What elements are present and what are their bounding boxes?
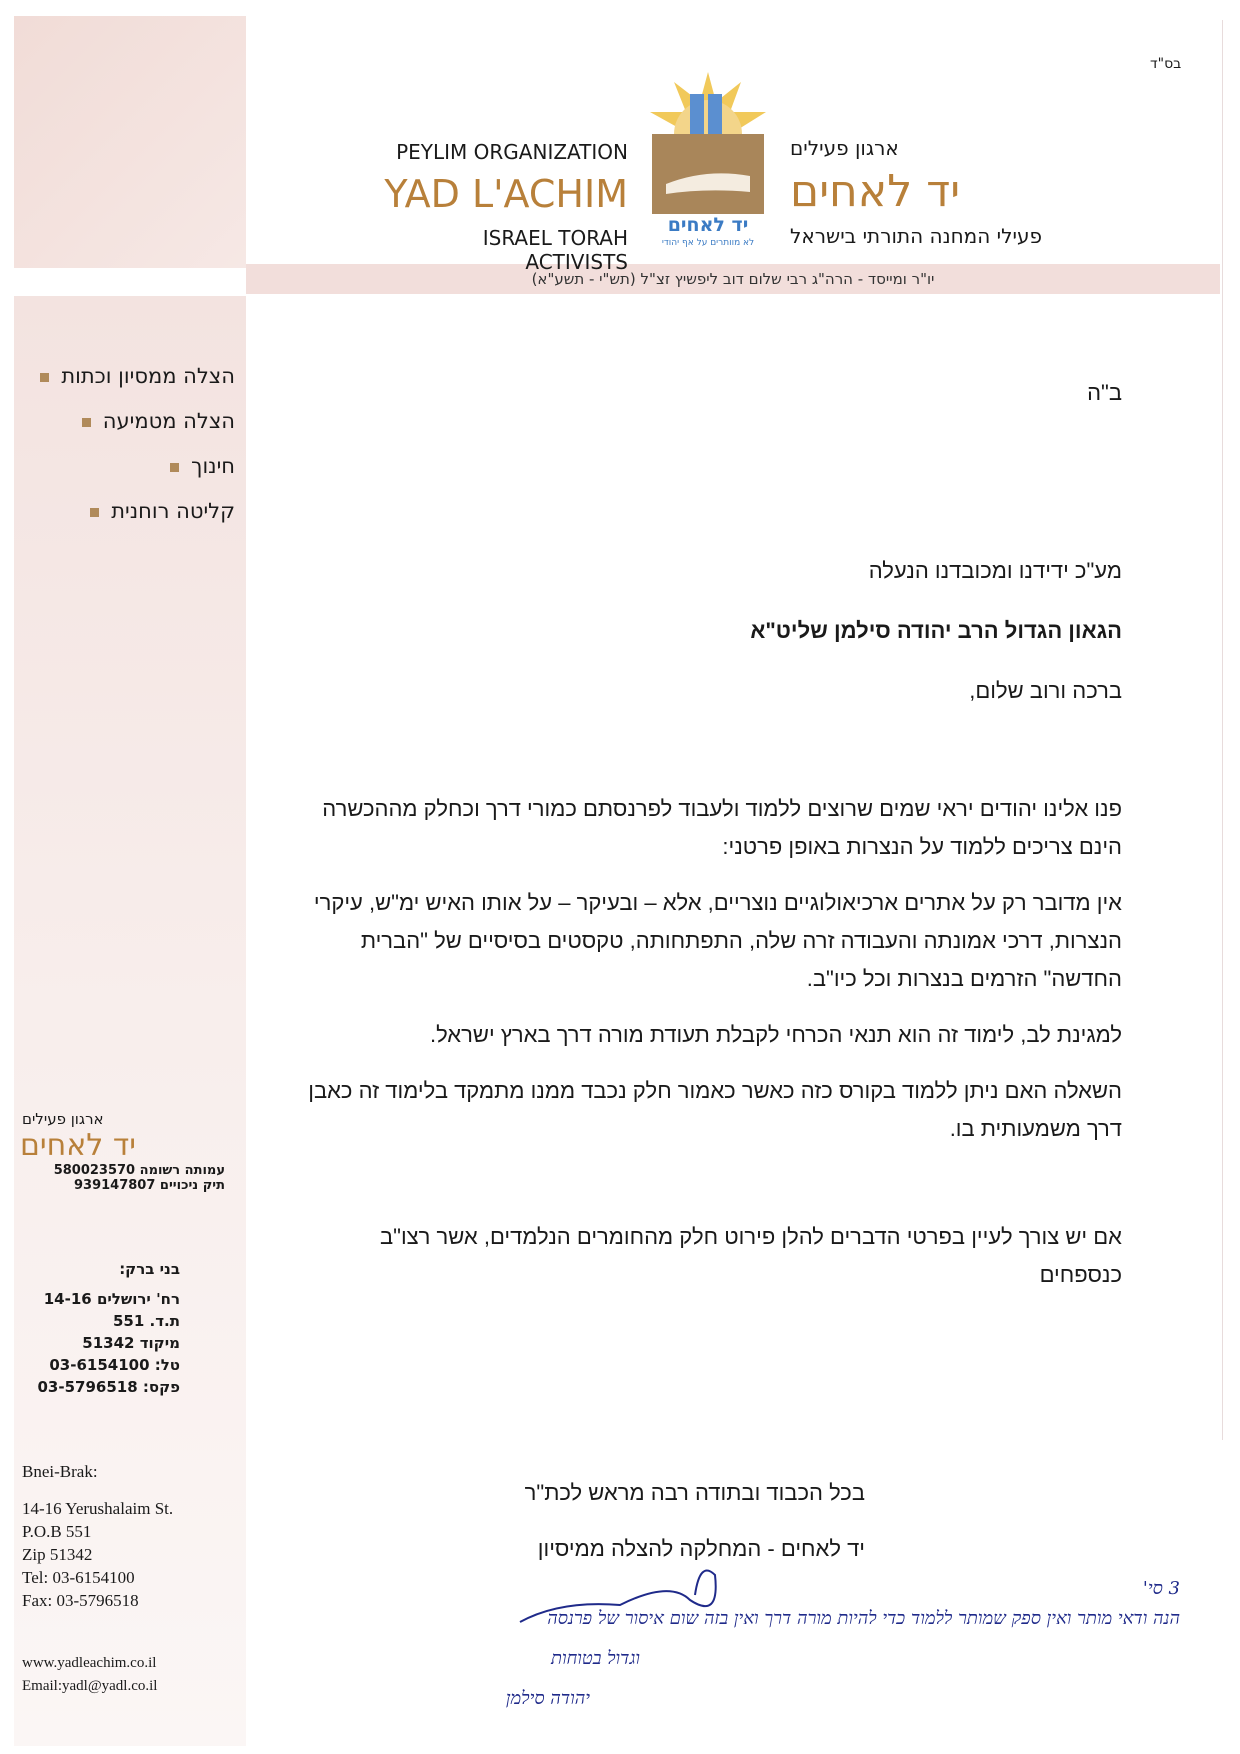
tax-file: תיק ניכויים 939147807 <box>73 1178 225 1193</box>
header-en-name: YAD L'ACHIM <box>384 172 628 216</box>
handwritten-ref: 3 סי' <box>1142 1578 1180 1599</box>
service-item: חינוך <box>20 444 235 489</box>
logo-slogan: לא מוותרים על אף יהודי <box>661 238 755 248</box>
letter-body <box>300 374 1122 1294</box>
header-he-line3: פעילי המחנה התורתי בישראל <box>790 224 1042 248</box>
founder-band: יו"ר ומייסד - הרה"ג רבי שלום דוב ליפשיץ זצ"ל (תש"י - תשע"א) <box>246 264 1220 294</box>
paragraph: פנו אלינו יהודים יראי שמים שרוצים ללמוד ולעבוד לפרנסתם כמורי דרך וכחלק מההכשרה הינם צריכים ללמוד על הנצרות באופן פרטני: <box>322 796 1122 859</box>
signature-line: יד לאחים - המחלקה להצלה ממיסיון <box>537 1536 865 1561</box>
paragraph: השאלה האם ניתן ללמוד בקורס כזה כאשר כאמור חלק נכבד ממנו מתמקד בלימוד זה כאבן דרך משמעותית בו. <box>308 1078 1122 1141</box>
org-small: ארגון פעילים <box>22 1110 104 1128</box>
address-line: ת.ד. 551 <box>113 1312 180 1330</box>
he-city: בני ברק: <box>119 1260 180 1278</box>
yad-lachim-logo <box>646 72 770 252</box>
signature-scribble <box>500 1560 730 1630</box>
addressee: הגאון הגדול הרב יהודה סילמן שליט"א <box>750 618 1122 643</box>
corner-decoration <box>14 16 246 268</box>
address-line: מיקוד 51342 <box>82 1334 180 1352</box>
service-item: הצלה מטמיעה <box>20 399 235 444</box>
bh-mark: ב"ה <box>1087 380 1122 405</box>
en-address <box>22 1460 222 1698</box>
bullet-icon <box>90 508 99 517</box>
header-he-line1: ארגון פעילים <box>790 136 899 160</box>
handwritten-signer: יהודה סילמן <box>505 1688 590 1709</box>
paragraph: אין מדובר רק על אתרים ארכיאולוגיים נוצריים, אלא – ובעיקר – על אותו האיש ימ"ש, עיקרי הנצרות, דרכי אמונתה והעבודה זרה שלה, התפתחותה, טקסטים בסיסיים של "הברית החדשה" הזרמים בנצרות וכל כיו"ב. <box>313 890 1122 991</box>
service-item: קליטה רוחנית <box>20 489 235 534</box>
service-item: הצלה ממסיון וכתות <box>20 354 235 399</box>
org-name: יד לאחים <box>20 1128 136 1163</box>
letter-closing <box>300 1474 865 1568</box>
address-line: רח' ירושלים 14-16 <box>43 1290 180 1308</box>
address-line: Tel: 03-6154100 <box>22 1568 135 1587</box>
margin-line <box>1222 20 1223 1440</box>
paragraph: אם יש צורך לעיין בפרטי הדברים להלן פירוט חלק מהחומרים הנלמדים, אשר רצו"ב כנספחים <box>380 1224 1122 1287</box>
address-line: Fax: 03-5796518 <box>22 1591 139 1610</box>
bullet-icon <box>40 373 49 382</box>
bullet-icon <box>170 463 179 472</box>
en-city: Bnei-Brak: <box>22 1462 98 1481</box>
header-he-name: יד לאחים <box>790 166 961 217</box>
address-line: טל: 03-6154100 <box>49 1356 180 1374</box>
salutation: מע"כ ידידנו ומכובדנו הנעלה <box>868 558 1122 583</box>
reg-number: עמותה רשומה 580023570 <box>53 1163 225 1178</box>
website-link[interactable]: www.yadleachim.co.il <box>22 1655 157 1671</box>
closing: בכל הכבוד ובתודה רבה מראש לכת"ר <box>524 1480 865 1505</box>
logo-text: יד לאחים <box>667 214 749 236</box>
address-line: P.O.B 551 <box>22 1522 92 1541</box>
greeting: ברכה ורוב שלום, <box>969 678 1122 703</box>
paragraph: למגינת לב, לימוד זה הוא תנאי הכרחי לקבלת תעודת מורה דרך בארץ ישראל. <box>429 1022 1122 1047</box>
address-line: Zip 51342 <box>22 1545 93 1564</box>
he-address <box>20 1258 180 1398</box>
header-en-line3: ISRAEL TORAH ACTIVISTS <box>482 226 628 274</box>
services-list <box>20 354 235 534</box>
sidebar-org <box>20 1110 225 1193</box>
address-line: 14-16 Yerushalaim St. <box>22 1499 174 1518</box>
header-en-line1: PEYLIM ORGANIZATION <box>396 140 628 164</box>
bullet-icon <box>82 418 91 427</box>
handwritten-answer-2: וגדול בטוחות <box>551 1648 640 1669</box>
email-link[interactable]: Email:yadl@yadl.co.il <box>22 1678 158 1694</box>
bsd-mark: בס"ד <box>1150 56 1182 72</box>
handwritten-answer: הנה ודאי מותר ואין ספק שמותר ללמוד כדי להיות מורה דרך ואין בזה שום איסור של פרנסה <box>547 1608 1180 1629</box>
address-line: פקס: 03-5796518 <box>37 1378 180 1396</box>
